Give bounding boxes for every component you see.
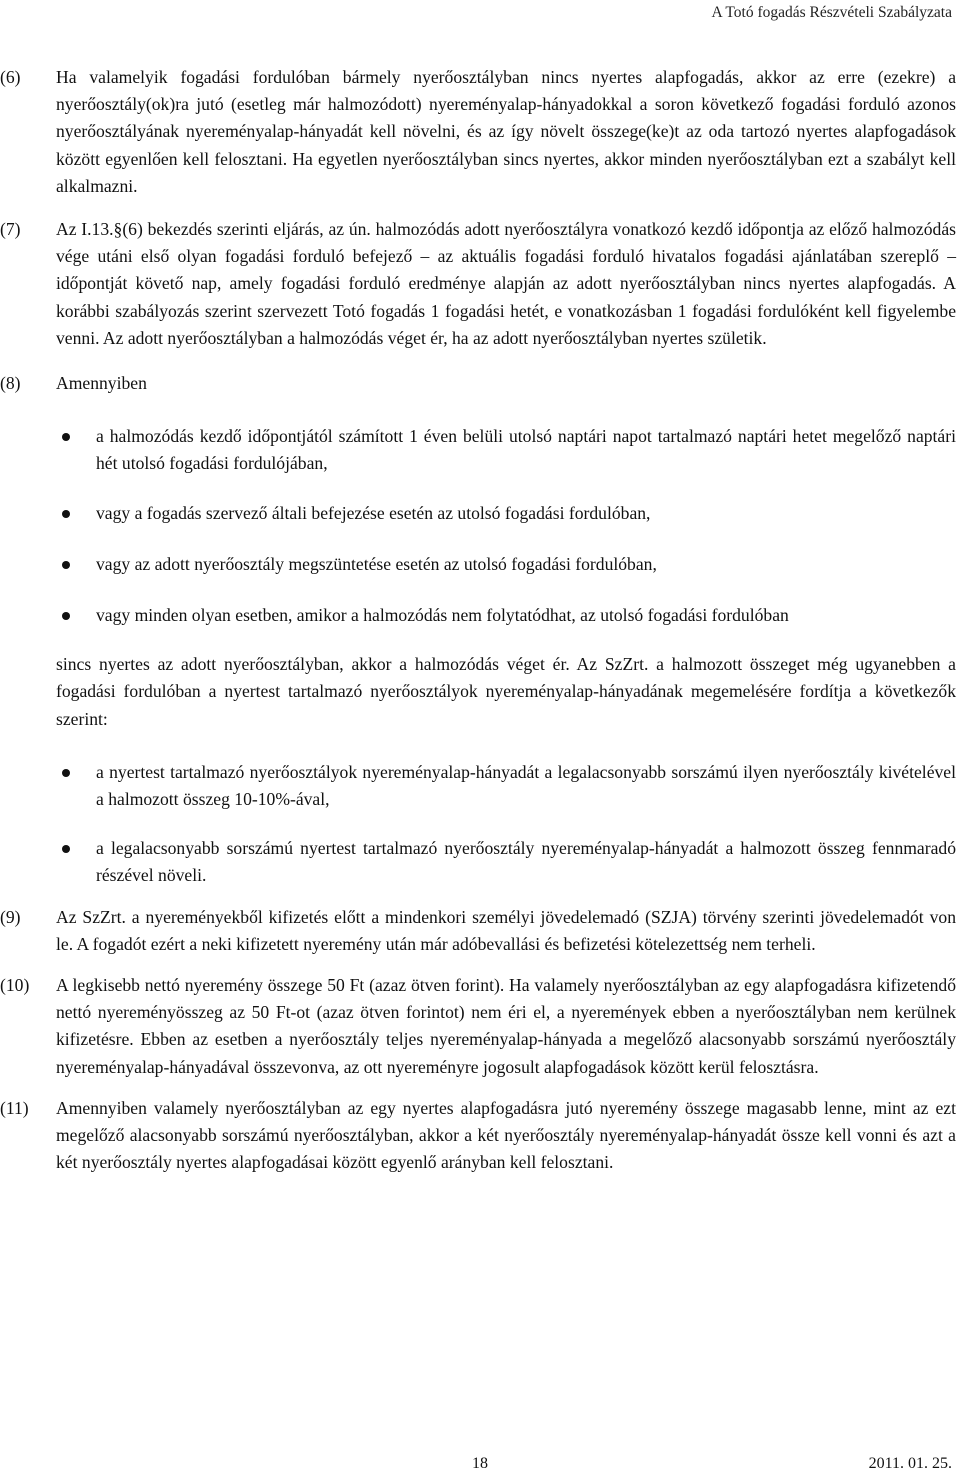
list-item: vagy a fogadás szervező általi befejezése esetén az utolsó fogadási fordulóban, (0, 500, 960, 527)
paragraph-text: Az I.13.§(6) bekezdés szerinti eljárás, az ún. halmozódás adott nyerőosztályra vonatkozó kezdő időpontja az előző halmozódás vége utáni első olyan fogadási forduló befejező – az aktuális fogadási forduló hivatalos fogadási ajánlatában szereplő – időpontját követő nap, amely fogadási forduló eredménye alapján az adott nyerőosztályban nincs nyertes alapfogadás. A korábbi szabályozás szerint szervezett Totó fogadás 1 fogadási hetét, e vonatkozásban 1 fogadási fordulóként kell figyelembe venni. Az adott nyerőosztályban a halmozódás véget ér, ha az adott nyerőosztályban nyertes születik. (56, 219, 956, 348)
paragraph-9 (0, 904, 960, 958)
page-number: 18 (472, 1455, 488, 1472)
paragraph-text: A legkisebb nettó nyeremény összege 50 Ft (azaz ötven forint). Ha valamely nyerőosztályban az egy alapfogadásra kifizetendő nettó nyereményösszeg az 50 Ft-ot (azaz ötven forintot) nem éri el, a nyeremények ebben a nyerőosztályban nem kerülnek kifizetésre. Ebben az esetben a nyerőosztály teljes nyereményalap-hányada a megelőző alacsonyabb sorszámú nyerőosztály nyereményalap-hányadával összevonva, az ott nyereményre jogosult alapfogadások között kerül felosztásra. (56, 975, 956, 1077)
paragraph-number: (6) (0, 67, 21, 87)
paragraph-text: Ha valamelyik fogadási fordulóban bármely nyerőosztályban nincs nyertes alapfogadás, akkor az erre (ezekre) a nyerőosztály(ok)ra jutó (esetleg már halmozódott) nyereményalap-hányadokkal a soron következő fogadási forduló azonos nyerőosztályának nyereményalap-hányadát kell növelni, és az így növelt összege(ke)t az oda tartozó nyertes alapfogadások között egyenlően kell felosztani. Ha egyetlen nyerőosztályban sincs nyertes, akkor minden nyerőosztályban ezt a szabályt kell alkalmazni. (56, 67, 956, 196)
list-item: a legalacsonyabb sorszámú nyertest tartalmazó nyerőosztály nyereményalap-hányadát a halmozott összeg fennmaradó részével növeli. (0, 835, 960, 889)
paragraph-intro: Amennyiben (56, 373, 147, 394)
paragraph-8-continuation (0, 651, 960, 733)
paragraph-number: (9) (0, 906, 21, 927)
bullet-list-distribution (0, 759, 960, 890)
paragraph-8 (0, 370, 960, 397)
list-item: vagy minden olyan esetben, amikor a halmozódás nem folytatódhat, az utolsó fogadási fordulóban (0, 602, 960, 629)
bullet-icon (62, 612, 70, 620)
paragraph-11 (0, 1095, 960, 1177)
bullet-icon (62, 510, 70, 518)
bullet-icon (62, 433, 70, 441)
paragraph-number: (11) (0, 1097, 29, 1118)
paragraph-text: Amennyiben valamely nyerőosztályban az egy nyertes alapfogadásra jutó nyeremény összege magasabb lenne, mint az ezt megelőző alacsonyabb sorszámú nyerőosztályban, akkor a két nyerőosztály nyereményalap-hányadát össze kell vonni és azt a két nyerőosztály nyertes alapfogadásai között egyenlő arányban kell felosztani. (56, 1097, 956, 1173)
document-body (0, 64, 960, 1177)
bullet-icon (62, 769, 70, 777)
list-item: a nyertest tartalmazó nyerőosztályok nyereményalap-hányadát a legalacsonyabb sorszámú ilyen nyerőosztály kivételével a halmozott összeg 10-10%-ával, (0, 759, 960, 813)
bullet-icon (62, 561, 70, 569)
paragraph-10 (0, 972, 960, 1081)
paragraph-7 (0, 216, 960, 352)
bullet-list-conditions (0, 423, 960, 629)
list-item: vagy az adott nyerőosztály megszüntetése esetén az utolsó fogadási fordulóban, (0, 551, 960, 578)
paragraph-6 (0, 64, 960, 200)
paragraph-number: (10) (0, 975, 30, 996)
document-header-title: A Totó fogadás Részvételi Szabályzata (711, 4, 952, 21)
paragraph-text: sincs nyertes az adott nyerőosztályban, akkor a halmozódás véget ér. Az SzZrt. a halmozott összeget még ugyanebben a fogadási fordulóban a nyertest tartalmazó nyerőosztályok nyereményalap-hányadának megemelésére fordítja a következők szerint: (56, 654, 956, 729)
footer-date: 2011. 01. 25. (868, 1455, 952, 1472)
paragraph-number: (8) (0, 373, 21, 394)
paragraph-text: Az SzZrt. a nyereményekből kifizetés előtt a mindenkori személyi jövedelemadó (SZJA) törvény szerinti jövedelemadót von le. A fogadót ezért a neki kifizetett nyeremény után már adóbevallási és befizetési kötelezettség nem terheli. (56, 906, 956, 954)
list-item: a halmozódás kezdő időpontjától számított 1 éven belüli utolsó naptári napot tartalmazó naptári hetet megelőző naptári hét utolsó fogadási fordulójában, (0, 423, 960, 477)
bullet-icon (62, 845, 70, 853)
paragraph-number: (7) (0, 219, 21, 240)
